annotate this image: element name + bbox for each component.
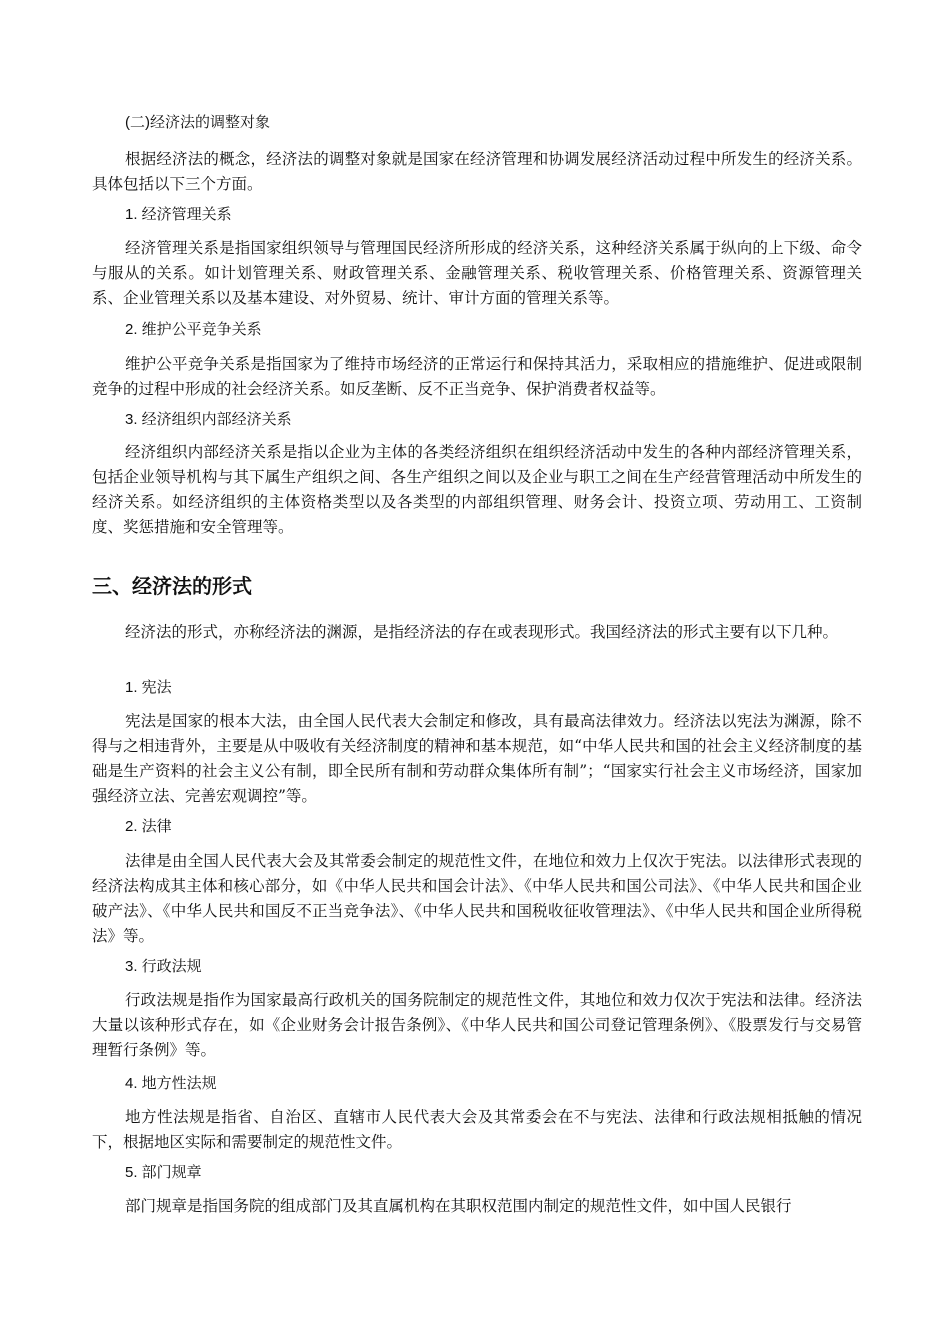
paragraph-forms-intro: 经济法的形式，亦称经济法的渊源，是指经济法的存在或表现形式。我国经济法的形式主要有以下几种。 — [125, 623, 839, 641]
subheading-constitution: 1. 宪法 — [125, 679, 172, 696]
paragraph-adjustment-intro: 根据经济法的概念，经济法的调整对象就是国家在经济管理和协调发展经济活动过程中所发生的经济关系。具体包括以下三个方面。 — [92, 150, 862, 193]
paragraph-department-rules: 部门规章是指国务院的组成部门及其直属机构在其职权范围内制定的规范性文件，如中国人民银行 — [125, 1197, 792, 1215]
paragraph-internal-relations: 经济组织内部经济关系是指以企业为主体的各类经济组织在组织经济活动中发生的各种内部经济管理关系，包括企业领导机构与其下属生产组织之间、各生产组织之间以及企业与职工之间在生产经营管理活动中所发生的经济关系。如经济组织的主体资格类型以及各类型的内部组织管理、财务会计、投资立项、劳动用工、工资制度、奖惩措施和安全管理等。 — [92, 443, 862, 536]
subheading-department-rules: 5. 部门规章 — [125, 1164, 202, 1181]
subheading-administrative-regulations: 3. 行政法规 — [125, 958, 202, 975]
paragraph-economic-management: 经济管理关系是指国家组织领导与管理国民经济所形成的经济关系，这种经济关系属于纵向的上下级、命令与服从的关系。如计划管理关系、财政管理关系、金融管理关系、税收管理关系、价格管理关系、资源管理关系、企业管理关系以及基本建设、对外贸易、统计、审计方面的管理关系等。 — [92, 239, 862, 307]
paragraph-administrative-regulations: 行政法规是指作为国家最高行政机关的国务院制定的规范性文件，其地位和效力仅次于宪法和法律。经济法大量以该种形式存在，如《企业财务会计报告条例》、《中华人民共和国公司登记管理条例》、《股票发行与交易管理暂行条例》等。 — [92, 991, 862, 1059]
paragraph-constitution: 宪法是国家的根本大法，由全国人民代表大会制定和修改，具有最高法律效力。经济法以宪法为渊源，除不得与之相违背外，主要是从中吸收有关经济制度的精神和基本规范，如“中华人民共和国的社会主义经济制度的基础是生产资料的社会主义公有制，即全民所有制和劳动群众集体所有制”；“国家实行社会主义市场经济，国家加强经济立法、完善宏观调控”等。 — [92, 712, 862, 805]
section-heading-forms: 三、经济法的形式 — [92, 574, 252, 598]
subheading-fair-competition: 2. 维护公平竞争关系 — [125, 321, 262, 338]
paragraph-law: 法律是由全国人民代表大会及其常委会制定的规范性文件，在地位和效力上仅次于宪法。以法律形式表现的经济法构成其主体和核心部分，如《中华人民共和国会计法》、《中华人民共和国公司法》、《中华人民共和国企业破产法》、《中华人民共和国反不正当竞争法》、《中华人民共和国税收征收管理法》、《中华人民共和国企业所得税法》等。 — [92, 852, 862, 945]
subheading-law: 2. 法律 — [125, 818, 172, 835]
subheading-local-regulations: 4. 地方性法规 — [125, 1075, 217, 1092]
subheading-economic-management: 1. 经济管理关系 — [125, 206, 232, 223]
subheading-internal-relations: 3. 经济组织内部经济关系 — [125, 411, 292, 428]
paragraph-fair-competition: 维护公平竞争关系是指国家为了维持市场经济的正常运行和保持其活力，采取相应的措施维护、促进或限制竞争的过程中形成的社会经济关系。如反垄断、反不正当竞争、保护消费者权益等。 — [92, 355, 862, 398]
section-heading-adjustment-object: (二)经济法的调整对象 — [125, 114, 270, 131]
paragraph-local-regulations: 地方性法规是指省、自治区、直辖市人民代表大会及其常委会在不与宪法、法律和行政法规相抵触的情况下，根据地区实际和需要制定的规范性文件。 — [92, 1108, 862, 1151]
